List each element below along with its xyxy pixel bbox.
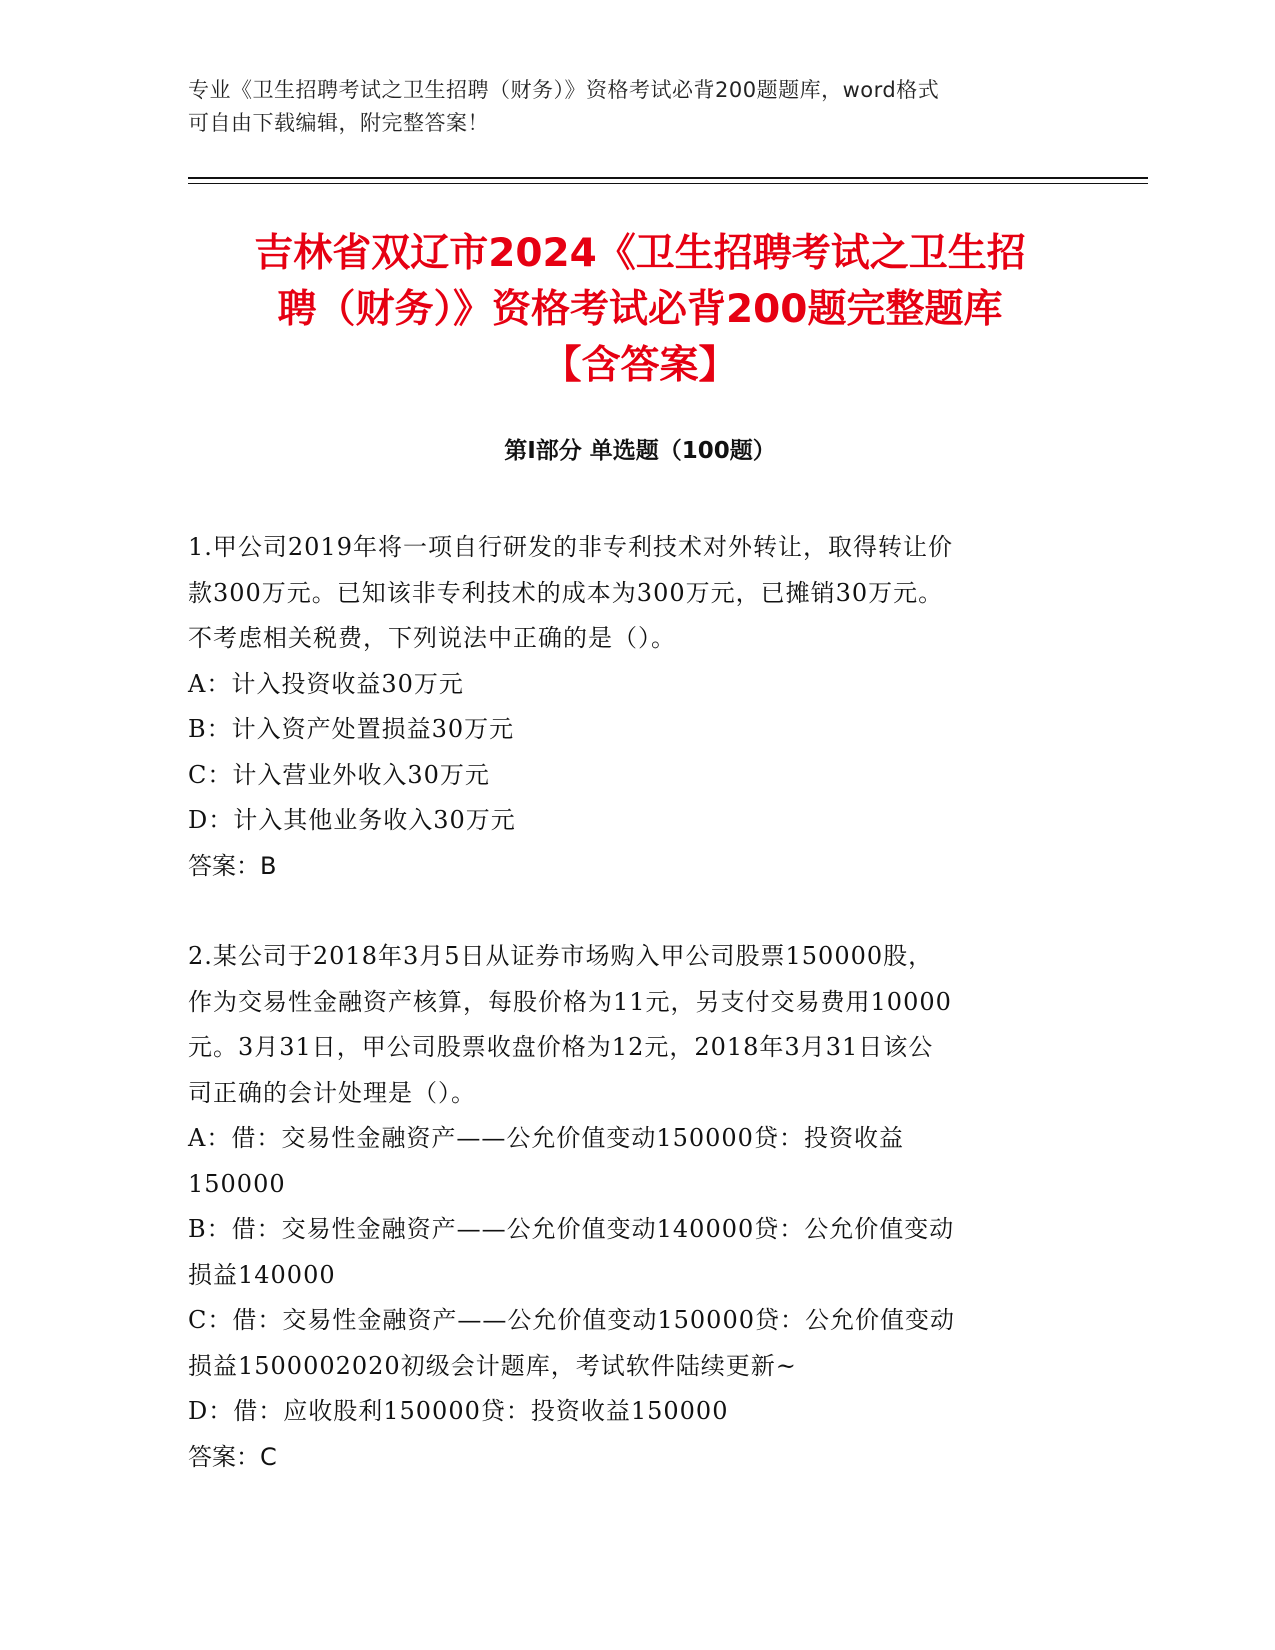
- question-1: [188, 525, 1088, 889]
- title-line: 吉林省双辽市2024《卫生招聘考试之卫生招: [254, 231, 1026, 276]
- header-note-line: 可自由下载编辑，附完整答案！: [188, 111, 489, 135]
- option-c: C：计入营业外收入30万元: [188, 760, 490, 789]
- header-note-line: 专业《卫生招聘考试之卫生招聘（财务）》资格考试必背200题题库，word格式: [188, 78, 940, 102]
- question-text-line: 不考虑相关税费，下列说法中正确的是（）。: [188, 624, 676, 652]
- question-text-line: 作为交易性金融资产核算，每股价格为11元，另支付交易费用10000: [188, 987, 952, 1016]
- option-c-continued: 损益1500002020初级会计题库，考试软件陆续更新~: [188, 1351, 797, 1380]
- option-c: C：借：交易性金融资产——公允价值变动150000贷：公允价值变动: [188, 1306, 955, 1334]
- option-b: B：计入资产处置损益30万元: [188, 715, 515, 743]
- option-d: D：计入其他业务收入30万元: [188, 806, 516, 834]
- question-list: [188, 525, 1088, 1480]
- question-text-line: 2.某公司于2018年3月5日从证券市场购入甲公司股票150000股，: [188, 942, 934, 970]
- header-note: [188, 74, 1068, 140]
- option-a: A：计入投资收益30万元: [188, 669, 464, 698]
- question-text-line: 1.甲公司2019年将一项自行研发的非专利技术对外转让，取得转让价: [188, 533, 953, 561]
- option-a: A：借：交易性金融资产——公允价值变动150000贷：投资收益: [188, 1124, 904, 1152]
- question-text-line: 司正确的会计处理是（）。: [188, 1078, 476, 1107]
- question-2: [188, 934, 1088, 1480]
- section-heading: 第Ⅰ部分 单选题（100题）: [504, 438, 776, 464]
- answer: 答案：C: [188, 1442, 277, 1471]
- option-b: B：借：交易性金融资产——公允价值变动140000贷：公允价值变动: [188, 1215, 955, 1243]
- option-a-continued: 150000: [188, 1169, 286, 1198]
- question-text-line: 款300万元。已知该非专利技术的成本为300万元，已摊销30万元。: [188, 578, 944, 607]
- answer: 答案：B: [188, 851, 277, 880]
- header-divider-thick: [188, 177, 1148, 179]
- question-text-line: 元。3月31日，甲公司股票收盘价格为12元，2018年3月31日该公: [188, 1033, 934, 1061]
- header-divider-thin: [188, 183, 1148, 184]
- title-line: 聘（财务）》资格考试必背200题完整题库: [277, 287, 1003, 332]
- option-d: D：借：应收股利150000贷：投资收益150000: [188, 1397, 729, 1425]
- document-title: [160, 226, 1120, 394]
- title-line: 【含答案】: [542, 343, 738, 388]
- option-b-continued: 损益140000: [188, 1260, 336, 1289]
